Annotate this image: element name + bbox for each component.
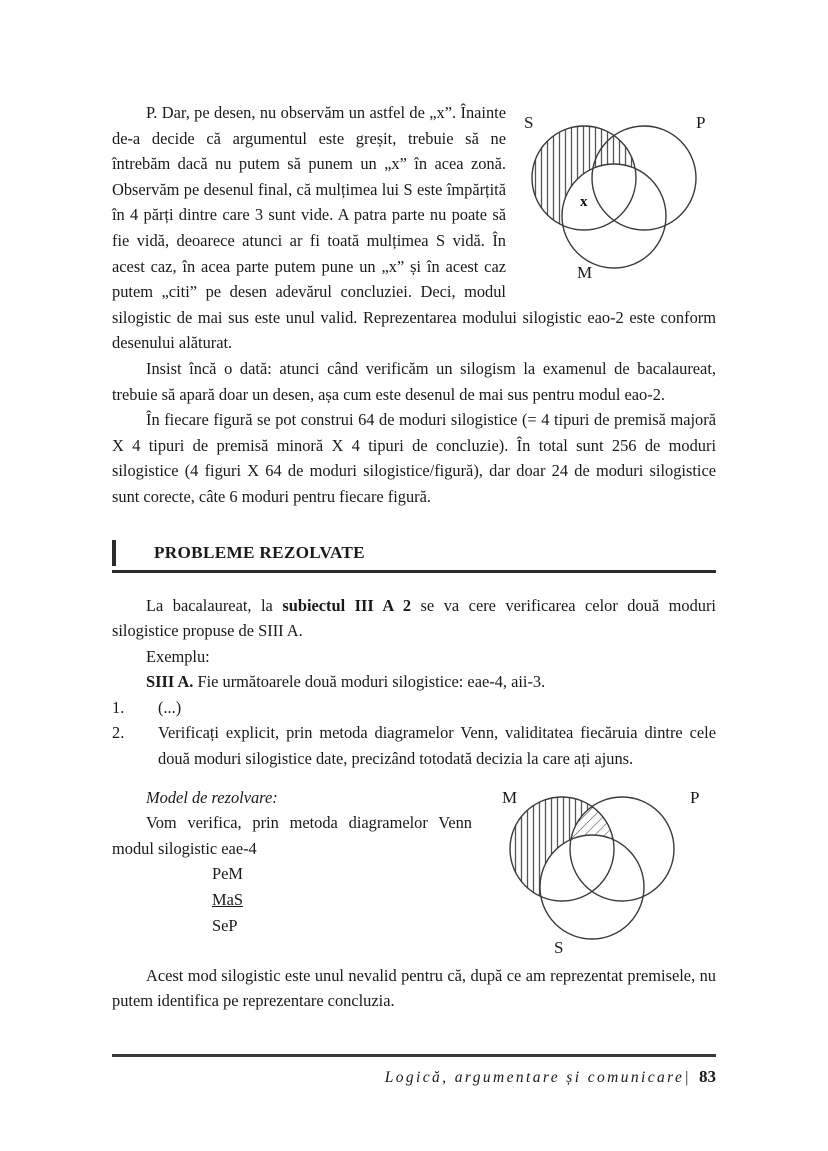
footer-page-number: 83 bbox=[699, 1067, 716, 1086]
para4-post: se va cere verificarea celor două moduri silogistice propuse de SIII A. bbox=[112, 595, 716, 641]
venn-svg-2 bbox=[484, 787, 716, 959]
venn-svg-1 bbox=[516, 106, 716, 284]
syllogism-premise-minor: MaS bbox=[212, 890, 243, 910]
label-x: x bbox=[580, 194, 588, 210]
paragraph-5: Vom verifica, prin metoda diagramelor Venn modul silogistic eae-4 bbox=[112, 813, 472, 858]
label-s: S bbox=[554, 937, 564, 957]
siii-label: SIII A. bbox=[146, 672, 194, 692]
list-item bbox=[112, 695, 716, 721]
list-item-text: Verificați explicit, prin metoda diagramelor Venn, validitatea fiecăruia dintre cele două moduri silogistice date, precizând totodată decizia la care ați ajuns. bbox=[158, 723, 716, 769]
model-title: Model de rezolvare: bbox=[146, 787, 278, 807]
heading-title: PROBLEME REZOLVATE bbox=[154, 542, 365, 562]
list-item-number: 1. bbox=[112, 697, 125, 717]
heading-rule bbox=[112, 570, 716, 573]
footer-book-title: Logică, argumentare și comunicare bbox=[384, 1069, 685, 1086]
para4-bold: subiectul III A 2 bbox=[282, 595, 412, 615]
paragraph-3: În fiecare figură se pot construi 64 de moduri silogistice (= 4 tipuri de premisă majoră X 4 tipuri de premisă minoră X 4 tipuri de concluzie). În total sunt 256 de moduri silogistice (4 figuri X 64 de moduri silogistice/figură), dar doar 24 de moduri silogistice sunt corecte, câte 6 moduri pentru fiecare figură. bbox=[112, 410, 716, 506]
paragraph-6: Acest mod silogistic este unul nevalid pentru că, după ce am reprezentat premisele, nu putem identifica pe reprezentare concluzia. bbox=[112, 965, 716, 1011]
paragraph-siii bbox=[112, 669, 716, 695]
page-content bbox=[112, 100, 716, 1014]
numbered-list bbox=[112, 695, 716, 772]
list-item-text: (...) bbox=[158, 697, 182, 717]
shaded-region-s-minus-m bbox=[516, 106, 716, 284]
venn-diagram-eae-4 bbox=[484, 787, 716, 959]
paragraph-1: P. Dar, pe desen, nu observăm un astfel de „x”. Înainte de-a decide că argumentul este greșit, trebuie să ne întrebăm dacă nu putem să punem un „x” în acea zonă. Observăm pe desenul final, că mulțimea lui S este împărțită în 4 părți dintre care 3 sunt vide. A patra parte nu poate să fie vidă, deoarece atunci ar fi toată mulțimea S vidă. În acest caz, în acea parte putem pune un „x” și în acest caz putem „citi” pe desen adevărul concluziei. Deci, modul silogistic de mai sus este unul valid. Reprezentarea modului silogistic eao-2 este conform desenului alăturat. bbox=[112, 103, 716, 353]
footer-line bbox=[112, 1066, 716, 1089]
paragraph-4 bbox=[112, 593, 716, 644]
section-heading-probleme-rezolvate bbox=[112, 540, 716, 573]
siii-text: Fie următoarele două moduri silogistice: eae-4, aii-3. bbox=[193, 672, 546, 692]
paragraph-exemplu: Exemplu: bbox=[146, 646, 210, 666]
label-s: S bbox=[524, 113, 534, 132]
paragraph-2: Insist încă o dată: atunci când verificăm un silogism la examenul de bacalaureat, trebuie să apară doar un desen, așa cum este desenul de mai sus pentru modul eao-2. bbox=[112, 358, 716, 404]
label-m: M bbox=[577, 263, 593, 282]
syllogism-premise-major: PeM bbox=[212, 864, 243, 884]
label-p: P bbox=[696, 113, 706, 132]
page-footer bbox=[112, 1054, 716, 1089]
syllogism-conclusion: SeP bbox=[212, 915, 238, 935]
label-p: P bbox=[690, 787, 700, 807]
footer-rule bbox=[112, 1054, 716, 1057]
heading-accent-bar bbox=[112, 540, 116, 566]
label-m: M bbox=[502, 787, 518, 807]
list-item-number: 2. bbox=[112, 723, 125, 743]
footer-separator: | bbox=[684, 1069, 691, 1086]
para4-pre: La bacalaureat, la bbox=[146, 595, 283, 615]
venn-diagram-eao-2 bbox=[516, 106, 716, 284]
list-item bbox=[112, 720, 716, 771]
